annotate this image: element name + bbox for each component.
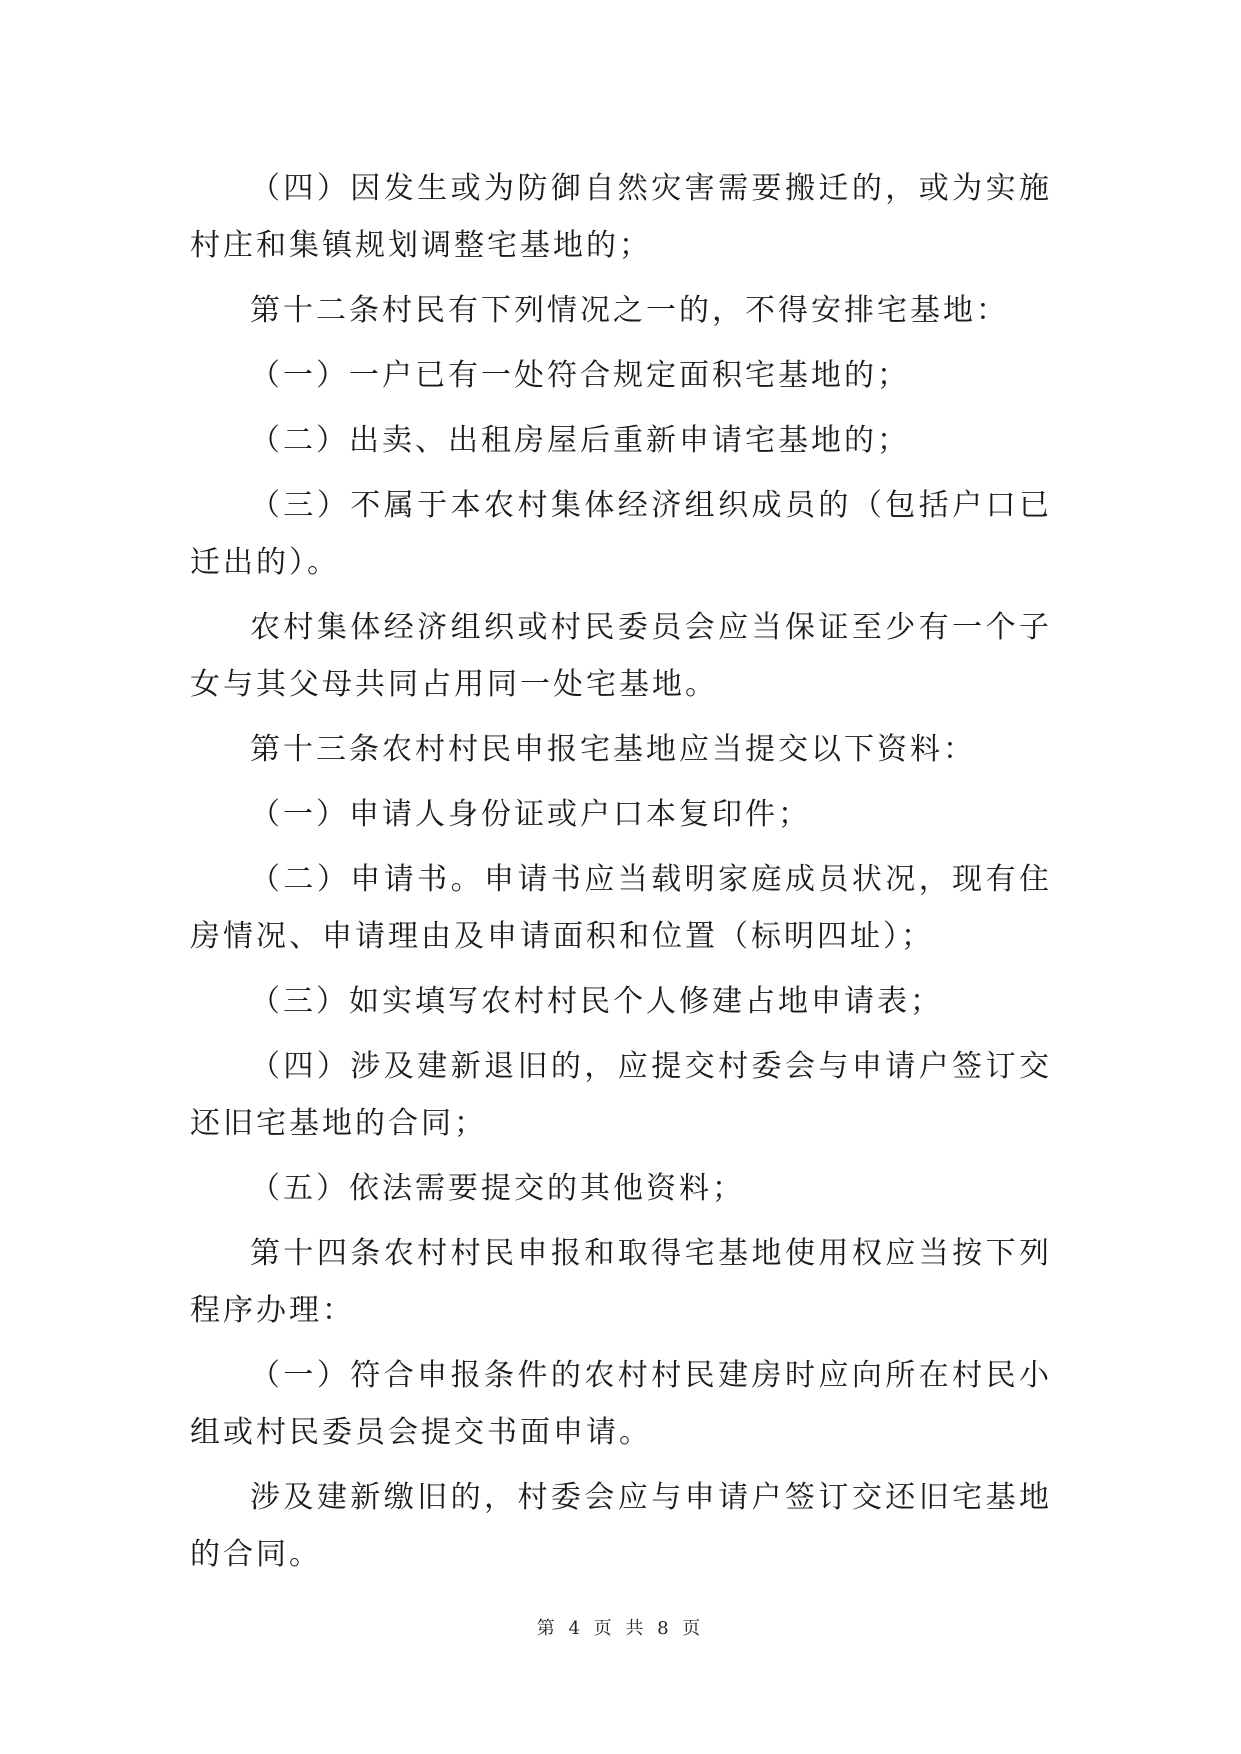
paragraph: （二）出卖、出租房屋后重新申请宅基地的； bbox=[250, 423, 910, 458]
paragraph: （一）申请人身份证或户口本复印件； bbox=[250, 797, 811, 832]
paragraph: 第十三条农村村民申报宅基地应当提交以下资料： bbox=[250, 732, 976, 767]
paragraph: （五）依法需要提交的其他资料； bbox=[250, 1171, 745, 1206]
page-number-footer: 第 4 页 共 8 页 bbox=[536, 1618, 705, 1639]
paragraph: 涉及建新缴旧的，村委会应与申请户签订交还旧宅基地的合同。 bbox=[190, 1480, 1052, 1572]
document-body bbox=[190, 160, 1052, 1591]
paragraph: （三）不属于本农村集体经济组织成员的（包括户口已迁出的）。 bbox=[190, 488, 1052, 580]
paragraph: （二）申请书。申请书应当载明家庭成员状况，现有住房情况、申请理由及申请面积和位置（标明四址）； bbox=[190, 862, 1052, 954]
paragraph: （三）如实填写农村村民个人修建占地申请表； bbox=[250, 984, 943, 1019]
paragraph: 第十二条村民有下列情况之一的，不得安排宅基地： bbox=[250, 293, 1009, 328]
paragraph: 第十四条农村村民申报和取得宅基地使用权应当按下列程序办理： bbox=[190, 1236, 1052, 1328]
paragraph: （四）涉及建新退旧的，应提交村委会与申请户签订交还旧宅基地的合同； bbox=[190, 1049, 1052, 1141]
paragraph: （一）符合申报条件的农村村民建房时应向所在村民小组或村民委员会提交书面申请。 bbox=[190, 1358, 1052, 1450]
paragraph: （一）一户已有一处符合规定面积宅基地的； bbox=[250, 358, 910, 393]
paragraph: 农村集体经济组织或村民委员会应当保证至少有一个子女与其父母共同占用同一处宅基地。 bbox=[190, 610, 1052, 702]
paragraph: （四）因发生或为防御自然灾害需要搬迁的，或为实施村庄和集镇规划调整宅基地的； bbox=[190, 171, 1052, 263]
